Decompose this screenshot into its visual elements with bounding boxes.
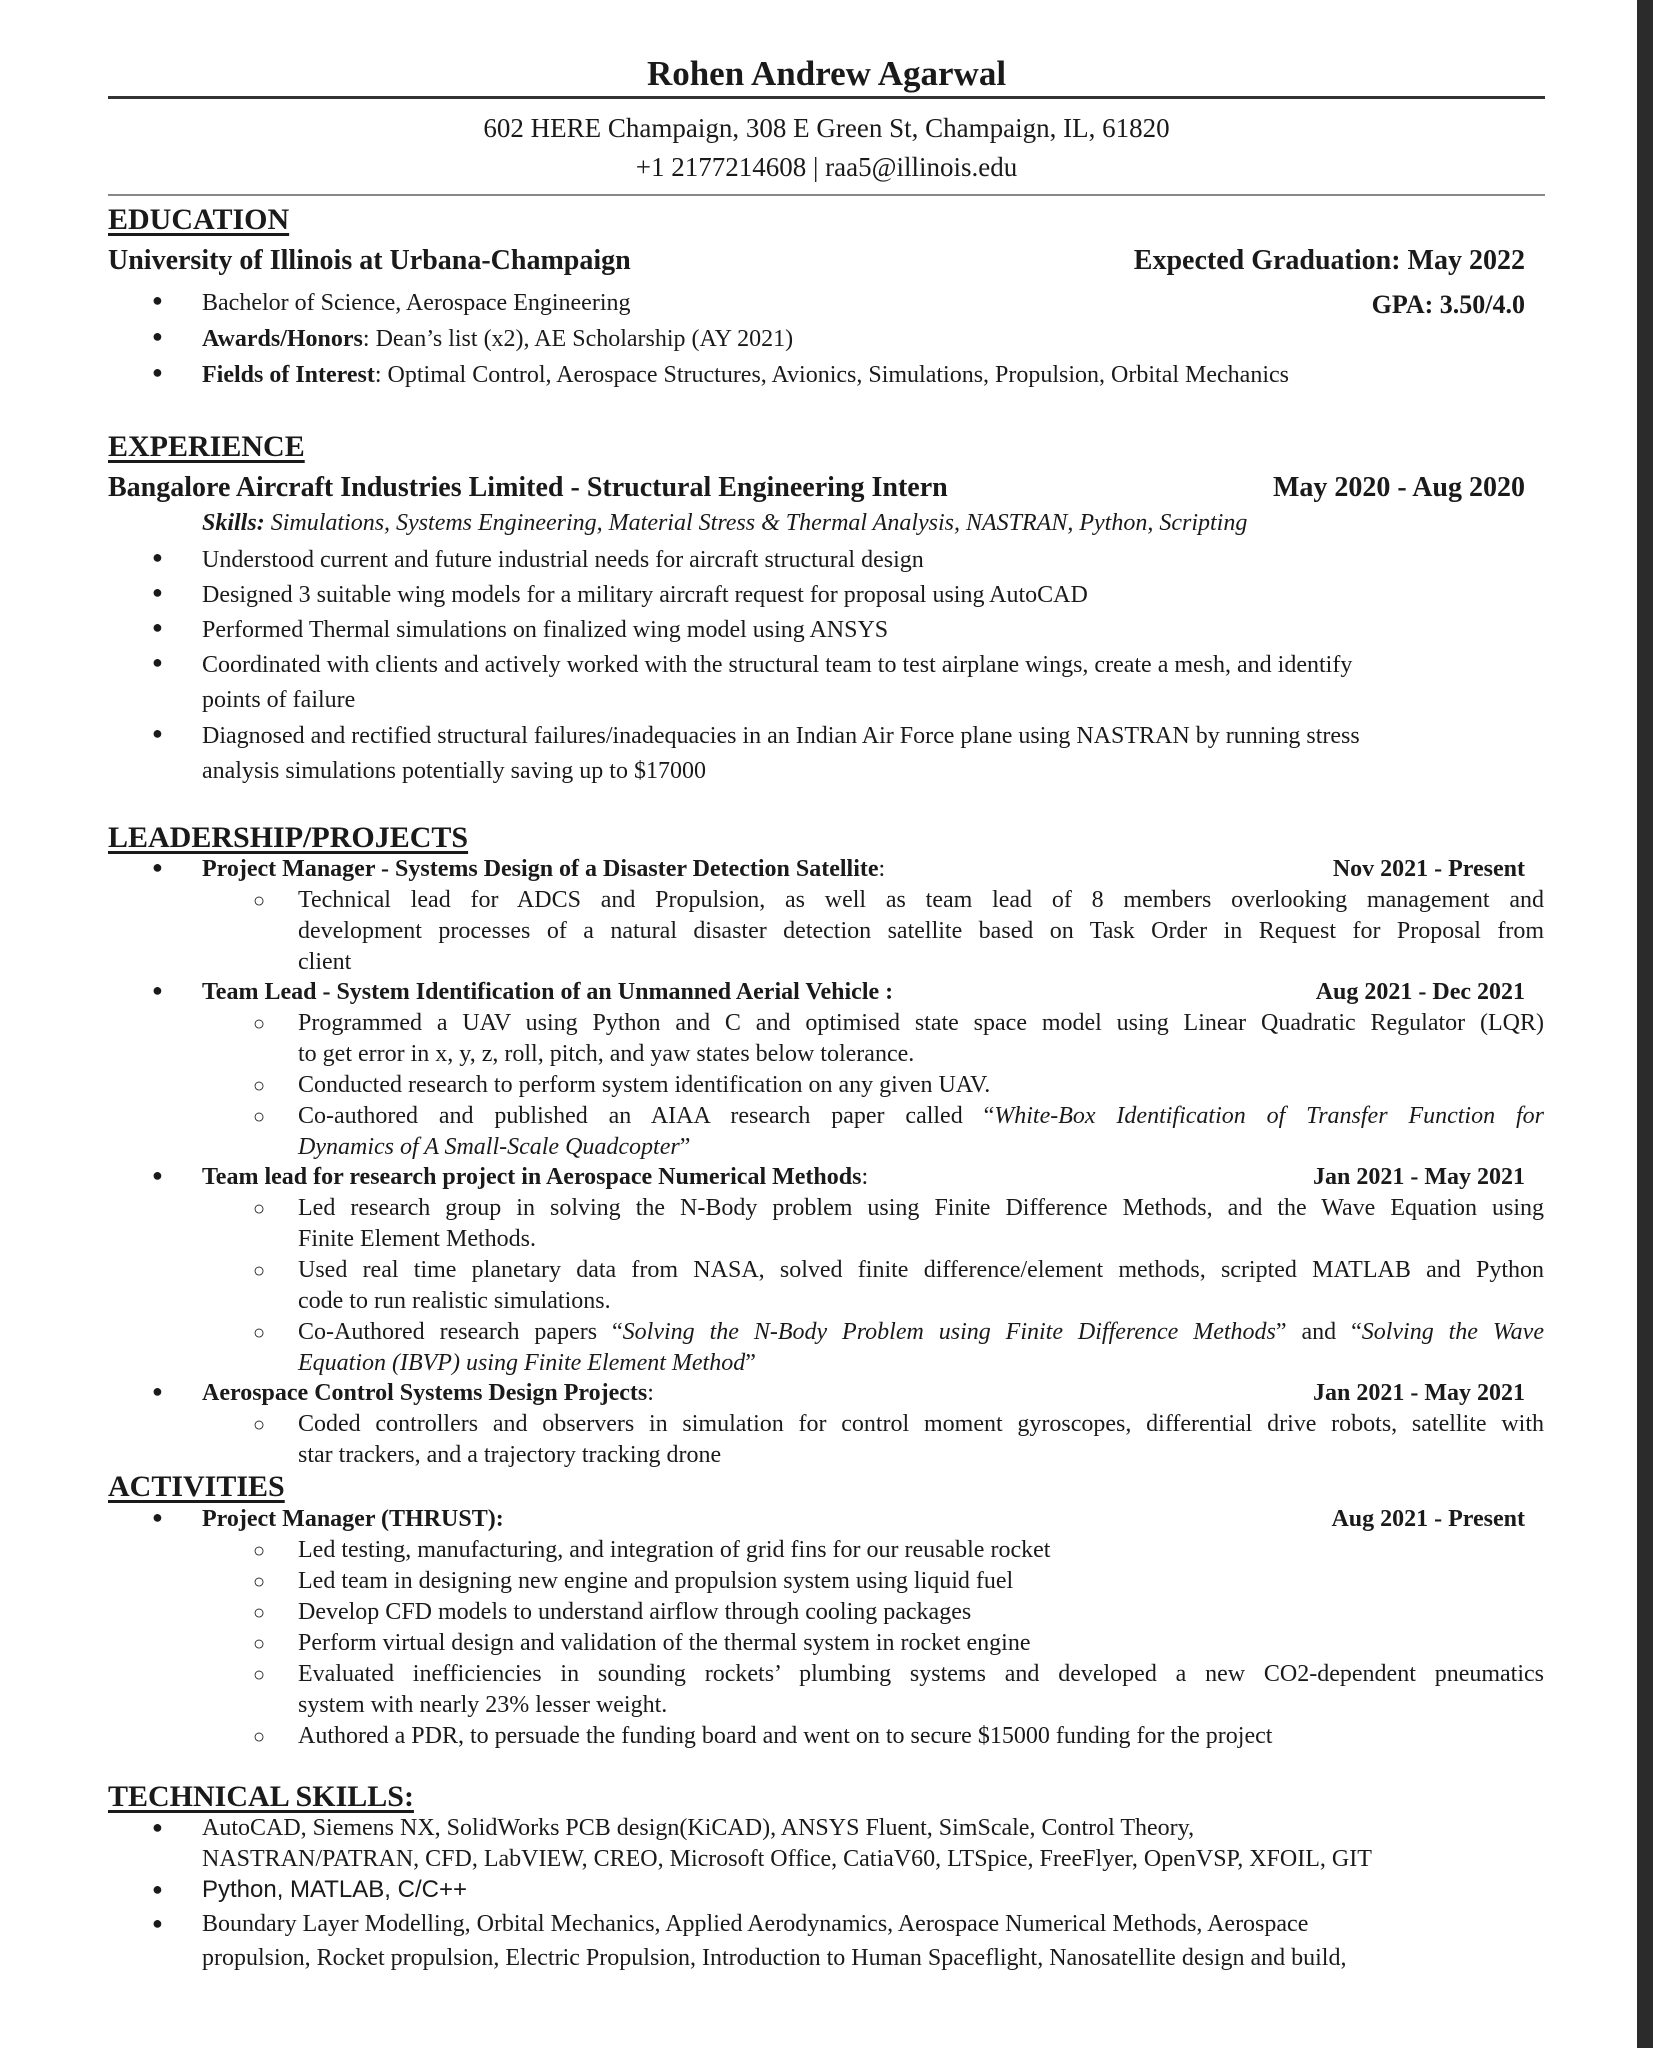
skills-line: NASTRAN/PATRAN, CFD, LabVIEW, CREO, Microsoft Office, CatiaV60, LTSpice, FreeFlyer, OpenVSP, XFOIL, GIT [202,1846,1372,1872]
project-detail: Technical lead for ADCS and Propulsion, as well as team lead of 8 members overlooking management and [298,887,1544,913]
graduation-date: Expected Graduation: May 2022 [1133,245,1525,276]
paper-title: Solving the N-Body Problem using Finite Difference Methods [622,1319,1276,1345]
project-title-text: Aerospace Control Systems Design Projects [202,1380,648,1406]
experience-bullet: Designed 3 suitable wing models for a military aircraft request for proposal using AutoCAD [202,582,1088,608]
activity-detail: Led team in designing new engine and propulsion system using liquid fuel [298,1568,1014,1594]
experience-bullet-cont: points of failure [202,687,356,713]
project-detail [298,1103,1544,1130]
skills-line: propulsion, Rocket propulsion, Electric Propulsion, Introduction to Human Spaceflight, Nanosatellite design and build, [202,1945,1347,1971]
bullet-icon: ● [152,857,163,877]
paper-title: Dynamics of A Small-Scale Quadcopter [298,1134,680,1160]
sub-bullet-icon: ○ [253,1602,266,1624]
bullet-icon: ● [152,326,163,346]
project-detail: Finite Element Methods. [298,1226,536,1252]
activity-detail: Perform virtual design and validation of the thermal system in rocket engine [298,1630,1031,1656]
bullet-icon: ● [152,617,163,637]
project-detail-text: Co-Authored research papers “ [298,1319,623,1345]
experience-bullet: Diagnosed and rectified structural failures/inadequacies in an Indian Air Force plane using NASTRAN by running stress [202,723,1360,749]
skills-text: Simulations, Systems Engineering, Material Stress & Thermal Analysis, NASTRAN, Python, Scripting [264,510,1248,536]
bullet-icon: ● [152,582,163,602]
leadership-heading: LEADERSHIP/PROJECTS [108,821,469,854]
sub-bullet-icon: ○ [253,1198,266,1220]
sub-bullet-icon: ○ [253,890,266,912]
project-title-colon: : [861,1164,869,1190]
sub-bullet-icon: ○ [253,1540,266,1562]
bullet-icon: ● [152,980,163,1000]
experience-heading: EXPERIENCE [108,430,305,463]
fields-text: : Optimal Control, Aerospace Structures, Avionics, Simulations, Propulsion, Orbital Mechanics [374,362,1289,388]
activity-detail: Develop CFD models to understand airflow through cooling packages [298,1599,972,1625]
sub-bullet-icon: ○ [253,1633,266,1655]
sub-bullet-icon: ○ [253,1414,266,1436]
awards [202,326,793,353]
experience-bullet: Coordinated with clients and actively worked with the structural team to test airplane wings, create a mesh, and identify [202,652,1353,678]
project-detail: Used real time planetary data from NASA, solved finite difference/element methods, scripted MATLAB and Python [298,1257,1544,1283]
header-divider [108,96,1545,99]
bullet-icon: ● [152,1879,163,1899]
project-detail: Conducted research to perform system identification on any given UAV. [298,1072,991,1098]
paper-title: Solving the Wave [1361,1319,1544,1345]
project-detail: development processes of a natural disaster detection satellite based on Task Order in Request for Proposal from [298,918,1544,944]
window-edge [1637,0,1653,2048]
project-title [202,1380,654,1407]
project-detail: client [298,949,352,975]
bullet-icon: ● [152,1165,163,1185]
sub-bullet-icon: ○ [253,1013,266,1035]
skills-line: AutoCAD, Siemens NX, SolidWorks PCB design(KiCAD), ANSYS Fluent, SimScale, Control Theory, [202,1815,1195,1841]
activity-title: Project Manager (THRUST): [202,1506,504,1532]
candidate-name: Rohen Andrew Agarwal [646,54,1007,93]
project-title-text: Project Manager - Systems Design of a Disaster Detection Satellite [202,856,879,882]
project-title [202,856,885,883]
experience-org: Bangalore Aircraft Industries Limited - Structural Engineering Intern [108,472,948,503]
bullet-icon: ● [152,723,163,743]
sub-bullet-icon: ○ [253,1075,266,1097]
project-dates: Aug 2021 - Dec 2021 [1315,979,1525,1005]
bullet-icon: ● [152,1913,163,1933]
skills-line: Python, MATLAB, C/C++ [202,1876,467,1903]
school-name: University of Illinois at Urbana-Champaign [108,245,631,276]
project-detail [298,1319,1544,1346]
project-title: Team Lead - System Identification of an Unmanned Aerial Vehicle : [202,979,894,1005]
activity-detail: Authored a PDR, to persuade the funding board and went on to secure $15000 funding for the project [298,1723,1273,1749]
project-dates: Nov 2021 - Present [1332,856,1525,882]
gpa: GPA: 3.50/4.0 [1371,290,1525,319]
address: 602 HERE Champaign, 308 E Green St, Champaign, IL, 61820 [483,113,1170,143]
skills-line: Boundary Layer Modelling, Orbital Mechanics, Applied Aerodynamics, Aerospace Numerical Methods, Aerospace [202,1911,1309,1937]
experience-dates: May 2020 - Aug 2020 [1273,472,1525,503]
project-detail-text: Co-authored and published an AIAA research paper called “ [298,1103,995,1129]
sub-bullet-icon: ○ [253,1260,266,1282]
paper-title: White-Box Identification of Transfer Function for [994,1103,1544,1129]
education-heading: EDUCATION [108,203,290,236]
fields-of-interest [202,362,1289,389]
sub-bullet-icon: ○ [253,1726,266,1748]
experience-bullet: Performed Thermal simulations on finalized wing model using ANSYS [202,617,889,643]
bullet-icon: ● [152,547,163,567]
activities-heading: ACTIVITIES [108,1470,285,1503]
sub-bullet-icon: ○ [253,1571,266,1593]
quote-mark: ” [745,1350,756,1376]
experience-skills [202,510,1247,537]
project-dates: Jan 2021 - May 2021 [1313,1164,1525,1190]
awards-label: Awards/Honors [202,326,363,352]
project-title-colon: : [878,856,886,882]
project-dates: Jan 2021 - May 2021 [1313,1380,1525,1406]
fields-label: Fields of Interest [202,362,375,388]
activity-detail: system with nearly 23% lesser weight. [298,1692,668,1718]
project-detail: Led research group in solving the N-Body problem using Finite Difference Methods, and the Wave Equation using [298,1195,1544,1221]
project-detail: star trackers, and a trajectory tracking drone [298,1442,722,1468]
project-title [202,1164,868,1191]
bullet-icon: ● [152,290,163,310]
sub-bullet-icon: ○ [253,1664,266,1686]
quote-mark: ” [679,1134,691,1160]
experience-bullet: Understood current and future industrial needs for aircraft structural design [202,547,924,573]
project-detail [298,1134,690,1161]
sub-bullet-icon: ○ [253,1322,266,1344]
project-detail: Programmed a UAV using Python and C and optimised state space model using Linear Quadratic Regulator (LQR) [298,1010,1544,1036]
activity-detail: Evaluated inefficiencies in sounding rockets’ plumbing systems and developed a new CO2-dependent pneumatics [298,1661,1544,1687]
project-detail [298,1350,756,1377]
bullet-icon: ● [152,362,163,382]
degree: Bachelor of Science, Aerospace Engineering [202,290,631,316]
sub-bullet-icon: ○ [253,1106,266,1128]
paper-title: Equation (IBVP) using Finite Element Method [298,1350,746,1376]
project-detail: code to run realistic simulations. [298,1288,611,1314]
activity-dates: Aug 2021 - Present [1331,1506,1525,1532]
contact-info: +1 2177214608 | raa5@illinois.edu [635,152,1018,182]
project-detail-text: ” and “ [1275,1319,1362,1345]
bullet-icon: ● [152,1381,163,1401]
contact-divider [108,194,1545,196]
awards-text: : Dean’s list (x2), AE Scholarship (AY 2021) [362,326,794,352]
project-title-colon: : [647,1380,654,1406]
activity-detail: Led testing, manufacturing, and integration of grid fins for our reusable rocket [298,1537,1051,1563]
bullet-icon: ● [152,1817,163,1837]
skills-label: Skills: [202,510,265,536]
bullet-icon: ● [152,652,163,672]
experience-bullet-cont: analysis simulations potentially saving up to $17000 [202,758,706,784]
project-detail: Coded controllers and observers in simulation for control moment gyroscopes, differential drive robots, satellite with [298,1411,1544,1437]
skills-heading: TECHNICAL SKILLS: [108,1780,414,1813]
project-detail: to get error in x, y, z, roll, pitch, and yaw states below tolerance. [298,1041,915,1067]
project-title-text: Team lead for research project in Aerospace Numerical Methods [202,1164,862,1190]
bullet-icon: ● [152,1507,163,1527]
